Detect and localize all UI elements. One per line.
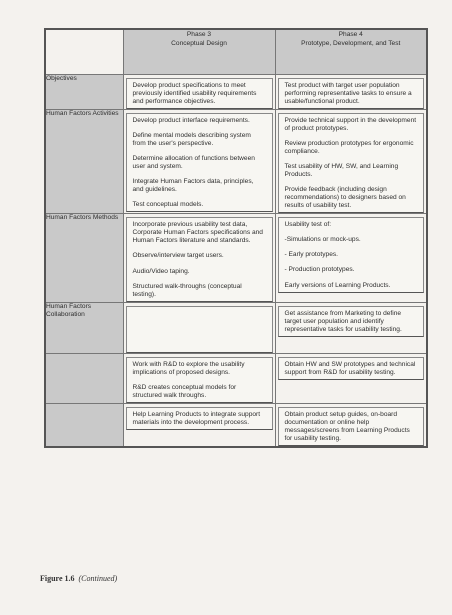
cell-box xyxy=(278,306,425,337)
cell-box xyxy=(126,407,273,430)
cell-item: Obtain product setup guides, on-board documentation or online help messages/screens from Learning Products for usability testing. xyxy=(284,410,410,442)
table-row xyxy=(45,403,427,447)
phase-3-cell xyxy=(123,403,275,447)
cell-item: Determine allocation of functions between user and system. xyxy=(132,155,255,171)
column-header-phase-4 xyxy=(275,29,427,75)
phase-3-cell xyxy=(123,110,275,214)
table-body xyxy=(45,75,427,447)
phase-4-cell xyxy=(275,110,427,214)
row-label: Human Factors Methods xyxy=(45,214,123,302)
column-header-phase-3 xyxy=(123,29,275,75)
phase-4-cell xyxy=(275,403,427,447)
column-header-label: Phase 3 xyxy=(186,31,212,38)
phase-3-cell xyxy=(123,214,275,302)
column-header-label: Phase 4 xyxy=(338,31,363,38)
row-label: Human Factors Collaboration xyxy=(45,302,123,353)
column-header-title: Prototype, Development, and Test xyxy=(301,40,401,48)
table-row xyxy=(45,353,427,403)
corner-cell xyxy=(45,29,123,75)
cell-item: Incorporate previous usability test data, Corporate Human Factors specifications and Human Factors literature and standards. xyxy=(132,221,263,245)
cell-box xyxy=(126,113,273,212)
header-row xyxy=(45,29,427,75)
cell-item: Get assistance from Marketing to define target user population and identify representative tasks for usability testing. xyxy=(284,309,402,333)
phase-3-cell xyxy=(123,302,275,353)
cell-item: Provide technical support in the development of product prototypes. xyxy=(284,117,417,133)
phase-4-cell xyxy=(275,302,427,353)
cell-item: -Simulations or mock-ups. xyxy=(284,236,361,244)
cell-item: Integrate Human Factors data, principles, and guidelines. xyxy=(132,178,254,194)
cell-box xyxy=(278,78,425,109)
row-label: Human Factors Activities xyxy=(45,110,123,214)
cell-item: Observe/interview target users. xyxy=(132,252,224,260)
cell-item: Review production prototypes for ergonomic compliance. xyxy=(284,140,414,156)
cell-item: Define mental models describing system from the user's perspective. xyxy=(132,132,251,148)
column-header-title: Conceptual Design xyxy=(171,40,227,48)
table-row xyxy=(45,302,427,353)
cell-item: Help Learning Products to integrate support materials into the development process. xyxy=(132,410,261,426)
cell-item: Structured walk-throughs (conceptual testing). xyxy=(132,282,242,298)
cell-item: Develop product specifications to meet previously identified usability requirements and performance objectives. xyxy=(132,82,257,106)
cell-item: - Early prototypes. xyxy=(284,251,339,259)
cell-item: - Production prototypes. xyxy=(284,266,355,274)
table-row xyxy=(45,75,427,110)
cell-item: Usability test of: xyxy=(284,221,332,229)
table-row xyxy=(45,110,427,214)
cell-item: Test product with target user population performing representative tasks to ensure a usable/functional product. xyxy=(284,82,412,106)
cell-item: Develop product interface requirements. xyxy=(132,117,250,125)
phase-table xyxy=(44,28,428,448)
cell-item: Work with R&D to explore the usability implications of proposed designs. xyxy=(132,360,245,376)
cell-box xyxy=(126,217,273,301)
figure-note: (Continued) xyxy=(78,574,118,583)
phase-4-cell xyxy=(275,353,427,403)
cell-item: Early versions of Learning Products. xyxy=(284,281,391,289)
phase-4-cell xyxy=(275,214,427,302)
figure-number: Figure 1.6 xyxy=(40,574,75,583)
cell-box xyxy=(278,357,425,380)
phase-3-cell xyxy=(123,353,275,403)
phase-4-cell xyxy=(275,75,427,110)
cell-item: Audio/Video taping. xyxy=(132,267,190,275)
cell-box xyxy=(278,217,425,292)
cell-item: Provide feedback (including design recommendations) to designers based on results of usability test. xyxy=(284,186,406,210)
cell-item: R&D creates conceptual models for structured walk throughs. xyxy=(132,383,237,399)
cell-box xyxy=(278,407,425,446)
cell-box xyxy=(126,357,273,403)
row-label xyxy=(45,403,123,447)
row-label xyxy=(45,353,123,403)
phase-3-cell xyxy=(123,75,275,110)
cell-item: Obtain HW and SW prototypes and technical support from R&D for usability testing. xyxy=(284,360,416,376)
figure-caption xyxy=(40,574,117,583)
cell-item: Test conceptual models. xyxy=(132,201,204,209)
table-row xyxy=(45,214,427,302)
cell-box xyxy=(126,78,273,109)
cell-box xyxy=(126,306,273,353)
cell-item: Test usability of HW, SW, and Learning Products. xyxy=(284,163,399,179)
cell-box xyxy=(278,113,425,213)
row-label: Objectives xyxy=(45,75,123,110)
